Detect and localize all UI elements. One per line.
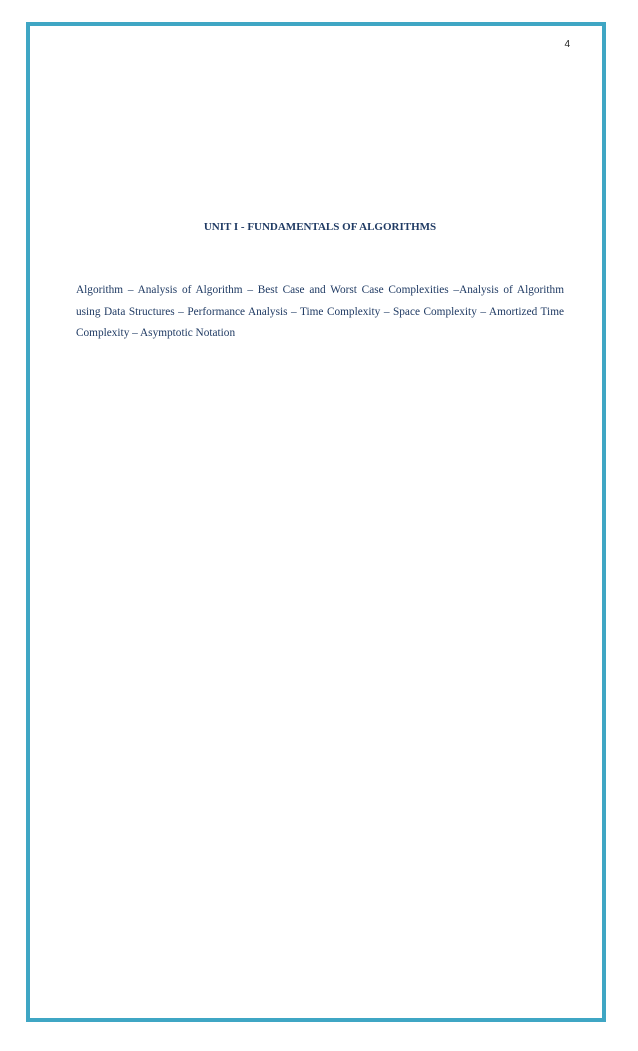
page-border (26, 22, 606, 1022)
syllabus-paragraph: Algorithm – Analysis of Algorithm – Best Case and Worst Case Complexities –Analysis of Algorithm using Data Structures – Performance Analysis – Time Complexity – Space Complexity – Amortized Time Complexity – Asymptotic Notation (76, 284, 564, 339)
page-number: 4 (564, 39, 570, 50)
unit-title: UNIT I - FUNDAMENTALS OF ALGORITHMS (203, 221, 437, 233)
